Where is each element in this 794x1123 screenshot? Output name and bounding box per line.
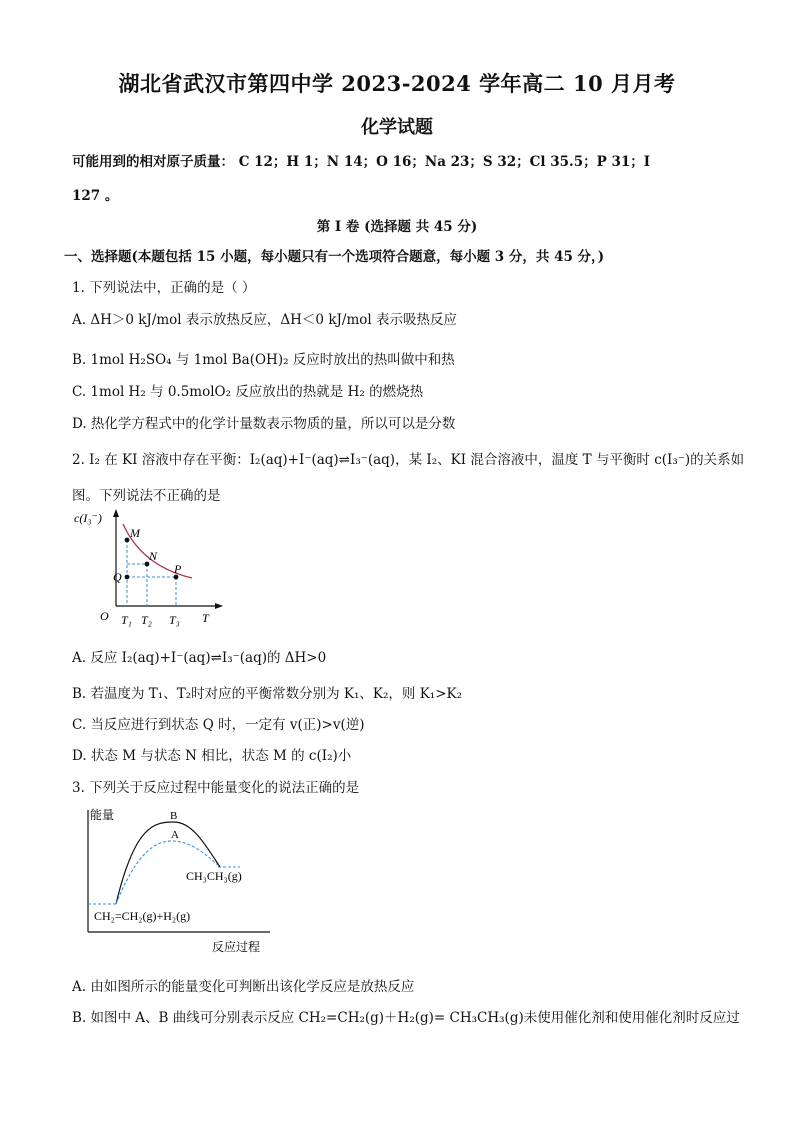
q1-option-d: D. 热化学方程式中的化学计量数表示物质的量，所以可以是分数 [72, 416, 456, 432]
q2-y-label: c(I₃⁻) [74, 511, 102, 525]
q3-curve-b [116, 822, 220, 904]
q2-label-m: M [130, 526, 140, 540]
q2-option-a: A. 反应 I₂(aq)+I⁻(aq)⇌I₃⁻(aq)的 ΔH>0 [72, 650, 327, 666]
q2-y-arrow [113, 509, 119, 517]
q3-label-reactant: CH₂=CH₂(g)+H₂(g) [94, 909, 191, 923]
q2-label-q: Q [113, 570, 122, 584]
q2-tick-t2: T₂ [141, 613, 152, 627]
q2-tick-t1: T₁ [121, 613, 132, 627]
q2-stem-line-2: 图。下列说法不正确的是 [72, 488, 221, 504]
q2-label-p: P [174, 562, 182, 576]
q2-x-label: T [202, 611, 209, 625]
q2-option-d: D. 状态 M 与状态 N 相比，状态 M 的 c(I₂)小 [72, 748, 352, 764]
q3-label-product: CH₃CH₃(g) [186, 869, 242, 883]
q3-label-b: B [170, 810, 178, 822]
q2-x-arrow [215, 603, 223, 609]
atomic-masses-line-1: 可能用到的相对原子质量： C 12；H 1；N 14；O 16；Na 23；S 32；Cl 35.5；P 31；I [72, 154, 651, 170]
q2-stem-line-1: 2. I₂ 在 KI 溶液中存在平衡：I₂(aq)+I⁻(aq)⇌I₃⁻(aq)，某 I₂、KI 混合溶液中，温度 T 与平衡时 c(I₃⁻)的关系如 [72, 452, 745, 468]
q2-tick-t3: T₃ [169, 613, 180, 627]
q1-option-a: A. ΔH＞0 kJ/mol 表示放热反应，ΔH＜0 kJ/mol 表示吸热反应 [72, 312, 457, 328]
q1-option-b: B. 1mol H₂SO₄ 与 1mol Ba(OH)₂ 反应时放出的热叫做中和热 [72, 352, 455, 368]
q1-option-c: C. 1mol H₂ 与 0.5molO₂ 反应放出的热就是 H₂ 的燃烧热 [72, 384, 424, 400]
q3-x-label: 反应过程 [212, 940, 261, 954]
q2-graph [70, 506, 230, 632]
q2-label-origin: O [100, 609, 109, 623]
atomic-masses-line-2: 127 。 [72, 188, 119, 204]
q3-option-b: B. 如图中 A、B 曲线可分别表示反应 CH₂=CH₂(g)＋H₂(g)= CH₃CH₃(g)未使用催化剂和使用催化剂时反应过 [72, 1010, 740, 1026]
q3-graph [80, 804, 280, 958]
section-instruction: 一、选择题(本题包括 15 小题，每小题只有一个选项符合题意，每小题 3 分，共 45 分，) [64, 249, 605, 265]
q2-option-b: B. 若温度为 T₁、T₂时对应的平衡常数分别为 K₁、K₂，则 K₁>K₂ [72, 686, 463, 702]
q3-y-label: 能量 [90, 808, 115, 822]
q2-point-m [125, 538, 130, 543]
q3-stem: 3. 下列关于反应过程中能量变化的说法正确的是 [72, 780, 360, 796]
q2-label-n: N [149, 549, 158, 563]
section-title: 第 I 卷 (选择题 共 45 分) [316, 219, 478, 235]
exam-title: 湖北省武汉市第四中学 2023-2024 学年高二 10 月月考 [118, 71, 676, 96]
q3-label-a: A [171, 829, 179, 841]
q2-option-c: C. 当反应进行到状态 Q 时，一定有 v(正)>v(逆) [72, 717, 365, 733]
exam-subtitle: 化学试题 [361, 117, 433, 138]
q2-point-q [125, 575, 130, 580]
q3-option-a: A. 由如图所示的能量变化可判断出该化学反应是放热反应 [72, 979, 415, 995]
q1-stem: 1. 下列说法中，正确的是（ ） [72, 280, 256, 296]
